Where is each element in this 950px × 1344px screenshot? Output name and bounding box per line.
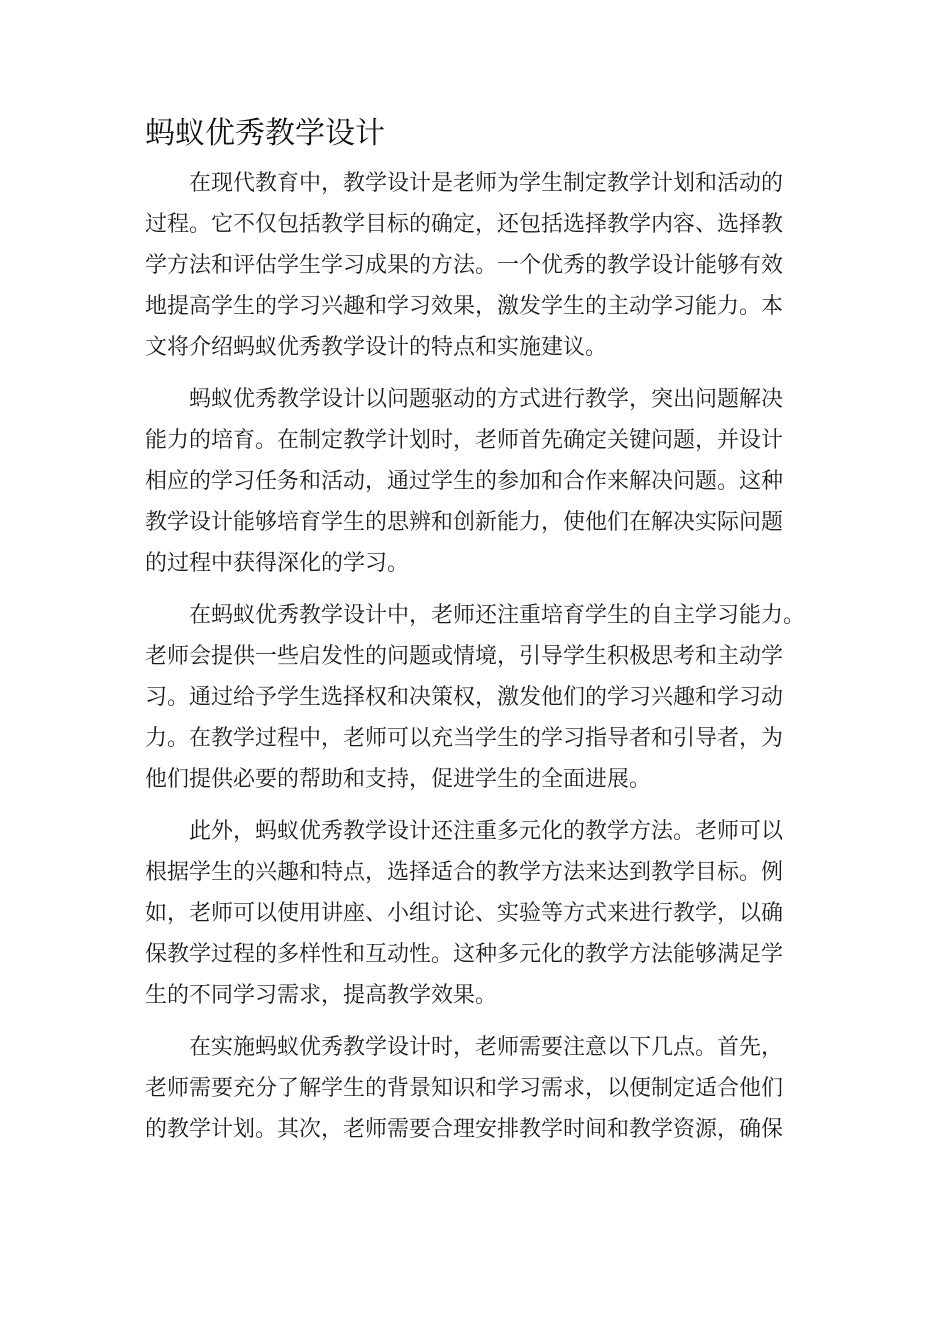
text-line: 生的不同学习需求，提高教学效果。 <box>145 983 498 1008</box>
text-line: 老师需要充分了解学生的背景知识和学习需求，以便制定适合他们 <box>145 1076 784 1101</box>
text-line: 在蚂蚁优秀教学设计中，老师还注重培育学生的自主学习能力。 <box>189 603 806 628</box>
text-line: 文将介绍蚂蚁优秀教学设计的特点和实施建议。 <box>145 335 608 360</box>
text-line: 过程。它不仅包括教学目标的确定，还包括选择教学内容、选择教 <box>145 212 784 237</box>
document-title: 蚂蚁优秀教学设计 <box>145 116 385 151</box>
text-line: 根据学生的兴趣和特点，选择适合的教学方法来达到教学目标。例 <box>145 860 784 885</box>
document-body <box>145 163 805 1161</box>
paragraph-2 <box>145 379 805 584</box>
text-line: 教学设计能够培育学生的思辨和创新能力，使他们在解决实际问题 <box>145 510 784 535</box>
text-line: 蚂蚁优秀教学设计以问题驱动的方式进行教学，突出问题解决 <box>189 387 784 412</box>
text-line: 相应的学习任务和活动，通过学生的参加和合作来解决问题。这种 <box>145 469 784 494</box>
text-line: 他们提供必要的帮助和支持，促进学生的全面进展。 <box>145 767 652 792</box>
paragraph-5 <box>145 1027 805 1150</box>
text-line: 保教学过程的多样性和互动性。这种多元化的教学方法能够满足学 <box>145 942 784 967</box>
text-line: 能力的培育。在制定教学计划时，老师首先确定关键问题，并设计 <box>145 428 784 453</box>
text-line: 学方法和评估学生学习成果的方法。一个优秀的教学设计能够有效 <box>145 253 784 278</box>
text-line: 的过程中获得深化的学习。 <box>145 551 410 576</box>
text-line: 力。在教学过程中，老师可以充当学生的学习指导者和引导者，为 <box>145 726 784 751</box>
paragraph-3 <box>145 595 805 800</box>
text-line: 地提高学生的学习兴趣和学习效果，激发学生的主动学习能力。本 <box>145 294 784 319</box>
text-line: 在现代教育中，教学设计是老师为学生制定教学计划和活动的 <box>189 171 784 196</box>
paragraph-4 <box>145 811 805 1016</box>
paragraph-1 <box>145 163 805 368</box>
text-line: 的教学计划。其次，老师需要合理安排教学时间和教学资源，确保 <box>145 1117 784 1142</box>
text-line: 习。通过给予学生选择权和决策权，激发他们的学习兴趣和学习动 <box>145 685 784 710</box>
text-line: 如，老师可以使用讲座、小组讨论、实验等方式来进行教学，以确 <box>145 901 784 926</box>
text-line: 老师会提供一些启发性的问题或情境，引导学生积极思考和主动学 <box>145 644 784 669</box>
text-line: 此外，蚂蚁优秀教学设计还注重多元化的教学方法。老师可以 <box>189 819 784 844</box>
text-line: 在实施蚂蚁优秀教学设计时，老师需要注意以下几点。首先， <box>189 1035 784 1060</box>
